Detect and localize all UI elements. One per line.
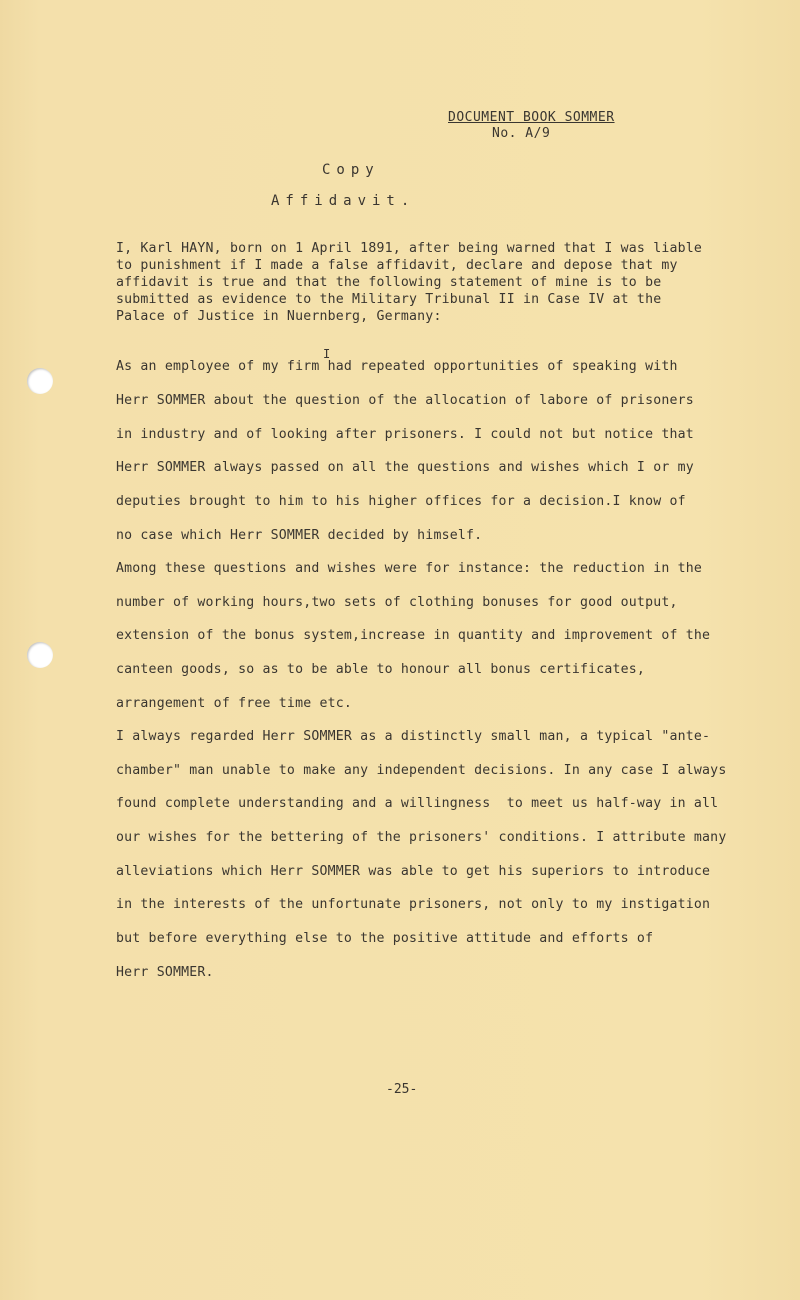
- body-line: arrangement of free time etc.: [116, 696, 353, 711]
- body-line: our wishes for the bettering of the prisoners' conditions. I attribute many: [116, 830, 727, 845]
- intro-line: Palace of Justice in Nuernberg, Germany:: [116, 309, 442, 324]
- body-line: deputies brought to him to his higher offices for a decision.I know of: [116, 494, 686, 509]
- intro-line: submitted as evidence to the Military Tribunal II in Case IV at the: [116, 292, 662, 307]
- body-line: alleviations which Herr SOMMER was able to get his superiors to introduce: [116, 864, 711, 879]
- body-line: Herr SOMMER.: [116, 965, 214, 980]
- body-line: but before everything else to the positive attitude and efforts of: [116, 931, 654, 946]
- intro-line: affidavit is true and that the following statement of mine is to be: [116, 275, 662, 290]
- body-line: As an employee of my firm had repeated opportunities of speaking with: [116, 359, 678, 374]
- document-number: No. A/9: [492, 126, 551, 141]
- intro-line: to punishment if I made a false affidavit, declare and depose that my: [116, 258, 678, 273]
- body-line: I always regarded Herr SOMMER as a distinctly small man, a typical "ante-: [116, 729, 711, 744]
- body-line: Herr SOMMER always passed on all the questions and wishes which I or my: [116, 460, 694, 475]
- body-line: found complete understanding and a willingness to meet us half-way in all: [116, 796, 719, 811]
- body-line: chamber" man unable to make any independent decisions. In any case I always: [116, 763, 727, 778]
- body-line: canteen goods, so as to be able to honour all bonus certificates,: [116, 662, 646, 677]
- copy-heading: Copy: [322, 162, 380, 178]
- document-book-label: DOCUMENT BOOK SOMMER: [448, 110, 615, 125]
- body-line: Among these questions and wishes were for instance: the reduction in the: [116, 561, 703, 576]
- intro-line: I, Karl HAYN, born on 1 April 1891, after being warned that I was liable: [116, 241, 703, 256]
- affidavit-heading: Affidavit.: [271, 193, 416, 209]
- handwritten-insertion: I: [323, 347, 331, 361]
- body-line: number of working hours,two sets of clothing bonuses for good output,: [116, 595, 678, 610]
- body-line: no case which Herr SOMMER decided by himself.: [116, 528, 483, 543]
- body-line: Herr SOMMER about the question of the allocation of labore of prisoners: [116, 393, 694, 408]
- punch-hole: [27, 642, 53, 668]
- punch-hole: [27, 368, 53, 394]
- page-number: -25-: [386, 1082, 418, 1097]
- body-line: extension of the bonus system,increase in quantity and improvement of the: [116, 628, 711, 643]
- body-line: in the interests of the unfortunate prisoners, not only to my instigation: [116, 897, 711, 912]
- body-line: in industry and of looking after prisoners. I could not but notice that: [116, 427, 694, 442]
